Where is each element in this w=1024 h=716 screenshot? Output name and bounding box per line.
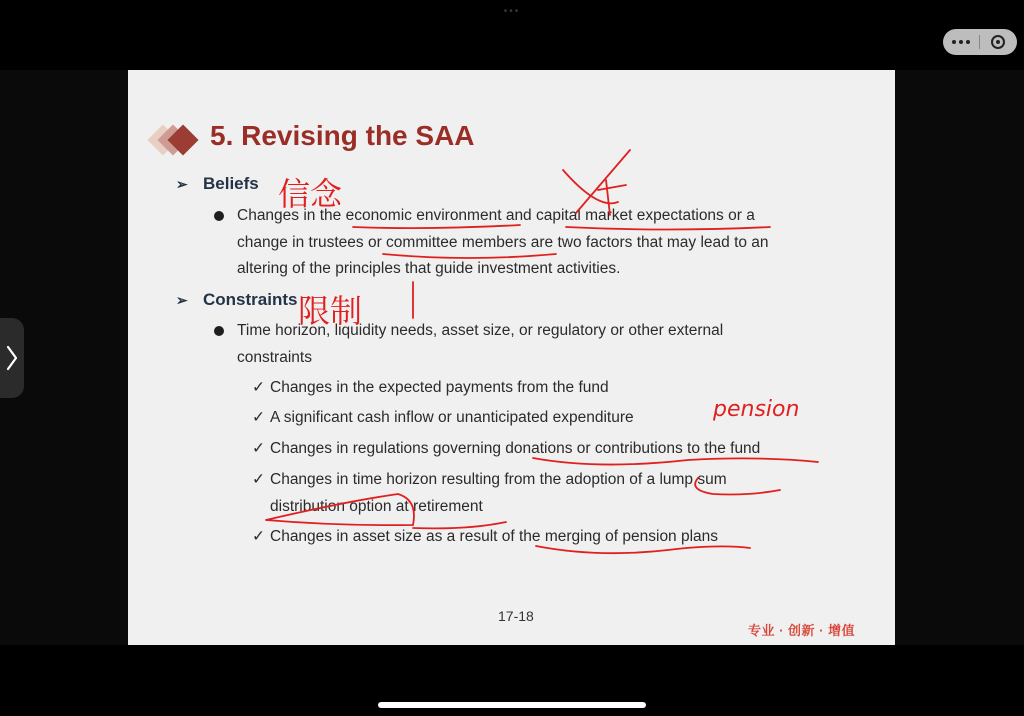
check-item (252, 375, 609, 402)
beliefs-heading-row (176, 174, 259, 194)
check-item (252, 524, 718, 551)
check-mark-icon: ✓ (252, 471, 265, 488)
bullet-dot-icon (214, 326, 224, 336)
check-item-text: Changes in regulations governing donations or contributions to the fund (270, 440, 761, 457)
check-item-text: Changes in asset size as a result of the merging of pension plans (270, 528, 719, 545)
check-mark-icon: ✓ (252, 379, 265, 396)
beliefs-line: change in trustees or committee members are two factors that may lead to an (237, 233, 769, 251)
constraints-line: constraints (237, 348, 312, 366)
chevron-right-icon (6, 344, 18, 372)
more-dots-icon[interactable] (943, 29, 979, 55)
check-mark-icon: ✓ (252, 409, 265, 426)
check-mark-icon: ✓ (252, 440, 265, 457)
beliefs-line: altering of the principles that guide investment activities. (237, 260, 621, 277)
presentation-slide (128, 70, 895, 645)
brand-slogan: 专业 · 创新 · 增值 (748, 623, 856, 638)
side-expand-tab[interactable] (0, 318, 24, 398)
top-dots: ••• (503, 6, 521, 17)
bullet-dot-icon (214, 211, 224, 221)
check-mark-icon: ✓ (252, 528, 265, 545)
beliefs-heading: Beliefs (203, 174, 259, 193)
check-item-continuation: distribution option at retirement (270, 498, 483, 515)
beliefs-paragraph (237, 203, 769, 283)
record-target-icon[interactable] (980, 29, 1016, 55)
check-item-text: Changes in time horizon resulting from the adoption of a lump sum (270, 471, 727, 488)
pension-handwritten-note: pension (713, 397, 800, 422)
check-item-text: A significant cash inflow or unanticipated expenditure (270, 409, 634, 426)
mini-program-capsule (943, 29, 1017, 55)
check-item (252, 436, 760, 463)
beliefs-line: Changes in the economic environment and capital market expectations or a (237, 207, 755, 224)
constraints-heading: Constraints (203, 290, 298, 309)
title-diamonds-icon (148, 122, 204, 158)
constraints-paragraph (237, 318, 723, 371)
home-indicator[interactable] (378, 702, 646, 708)
page-number: 17-18 (498, 608, 534, 624)
constraints-handwritten-note: 限制 (298, 292, 363, 330)
check-item-text: Changes in the expected payments from the fund (270, 379, 609, 396)
beliefs-handwritten-note: 信念 (278, 175, 343, 213)
constraints-heading-row (176, 290, 297, 310)
arrow-bullet-icon: ➢ (176, 176, 188, 192)
constraints-line: Time horizon, liquidity needs, asset size, or regulatory or other external (237, 322, 724, 339)
arrow-bullet-icon: ➢ (176, 292, 188, 308)
slide-title: 5. Revising the SAA (210, 120, 475, 151)
check-item (252, 467, 727, 494)
check-item (252, 405, 634, 432)
